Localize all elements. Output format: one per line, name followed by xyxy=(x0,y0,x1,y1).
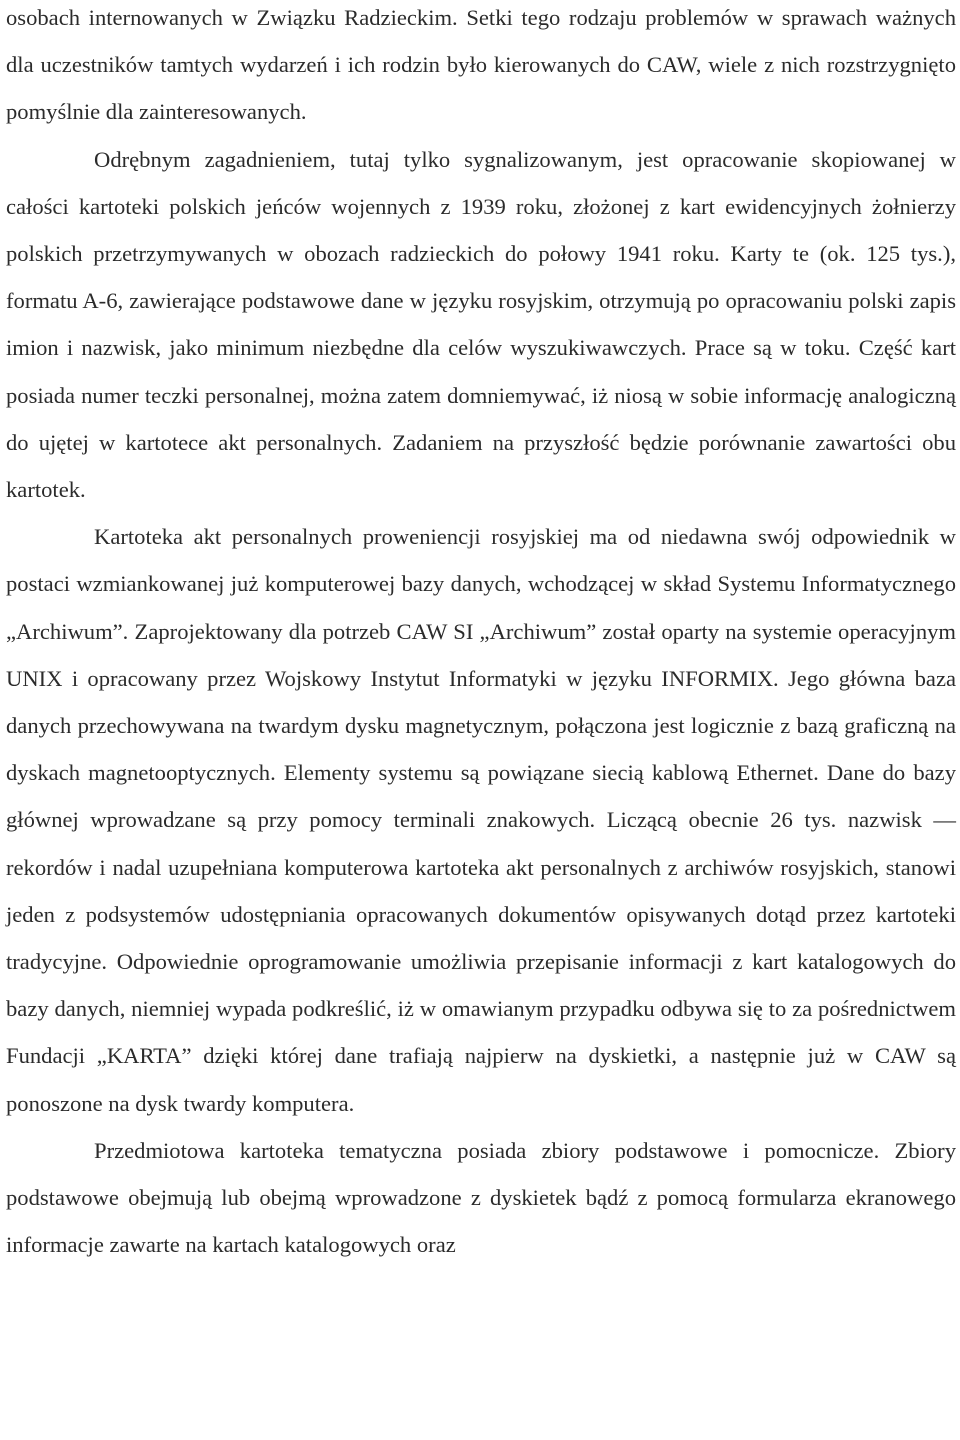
paragraph-4: Przedmiotowa kartoteka tematyczna posiada zbiory podstawowe i pomocnicze. Zbiory podstawowe obejmują lub obejmą wprowadzone z dyskietek bądź z pomocą formularza ekranowego informacje zawarte na kartach katalogowych oraz xyxy=(6,1137,956,1258)
paragraph-3: Kartoteka akt personalnych proweniencji rosyjskiej ma od niedawna swój odpowiednik w postaci wzmiankowanej już komputerowej bazy danych, wchodzącej w skład Systemu Informatycznego „Archiwum”. Zaprojektowany dla potrzeb CAW SI „Archiwum” został oparty na systemie operacyjnym UNIX i opracowany przez Wojskowy Instytut Informatyki w języku INFORMIX. Jego główna baza danych przechowywana na twardym dysku magnetycznym, połączona jest logicznie z bazą graficzną na dyskach magnetooptycznych. Elementy systemu są powiązane siecią kablową Ethernet. Dane do bazy głównej wprowadzane są przy pomocy terminali znakowych. Liczącą obecnie 26 tys. nazwisk — rekordów i nadal uzupełniana komputerowa kartoteka akt personalnych z archiwów rosyjskich, stanowi jeden z podsystemów udostępniania opracowanych dokumentów opisywanych dotąd przez kartoteki tradycyjne. Odpowiednie oprogramowanie umożliwia przepisanie informacji z kart katalogowych do bazy danych, niemniej wypada podkreślić, iż w omawianym przypadku odbywa się to za pośrednictwem Fundacji „KARTA” dzięki której dane trafiają najpierw na dyskietki, a następnie już w CAW są ponoszone na dysk twardy komputera. xyxy=(6,524,956,1116)
paragraph-1: osobach internowanych w Związku Radzieckim. Setki tego rodzaju problemów w sprawach ważnych dla uczestników tamtych wydarzeń i ich rodzin było kierowanych do CAW, wiele z nich rozstrzygnięto pomyślnie dla zainteresowanych. xyxy=(6,5,956,125)
document-page xyxy=(6,0,956,1268)
paragraph-2: Odrębnym zagadnieniem, tutaj tylko sygnalizowanym, jest opracowanie skopiowanej w całości kartoteki polskich jeńców wojennych z 1939 roku, złożonej z kart ewidencyjnych żołnierzy polskich przetrzymywanych w obozach radzieckich do połowy 1941 roku. Karty te (ok. 125 tys.), formatu A-6, zawierające podstawowe dane w języku rosyjskim, otrzymują po opracowaniu polski zapis imion i nazwisk, jako minimum niezbędne dla celów wyszukiwawczych. Prace są w toku. Część kart posiada numer teczki personalnej, można zatem domniemywać, iż niosą w sobie informację analogiczną do ujętej w kartotece akt personalnych. Zadaniem na przyszłość będzie porównanie zawartości obu kartotek. xyxy=(6,146,956,503)
